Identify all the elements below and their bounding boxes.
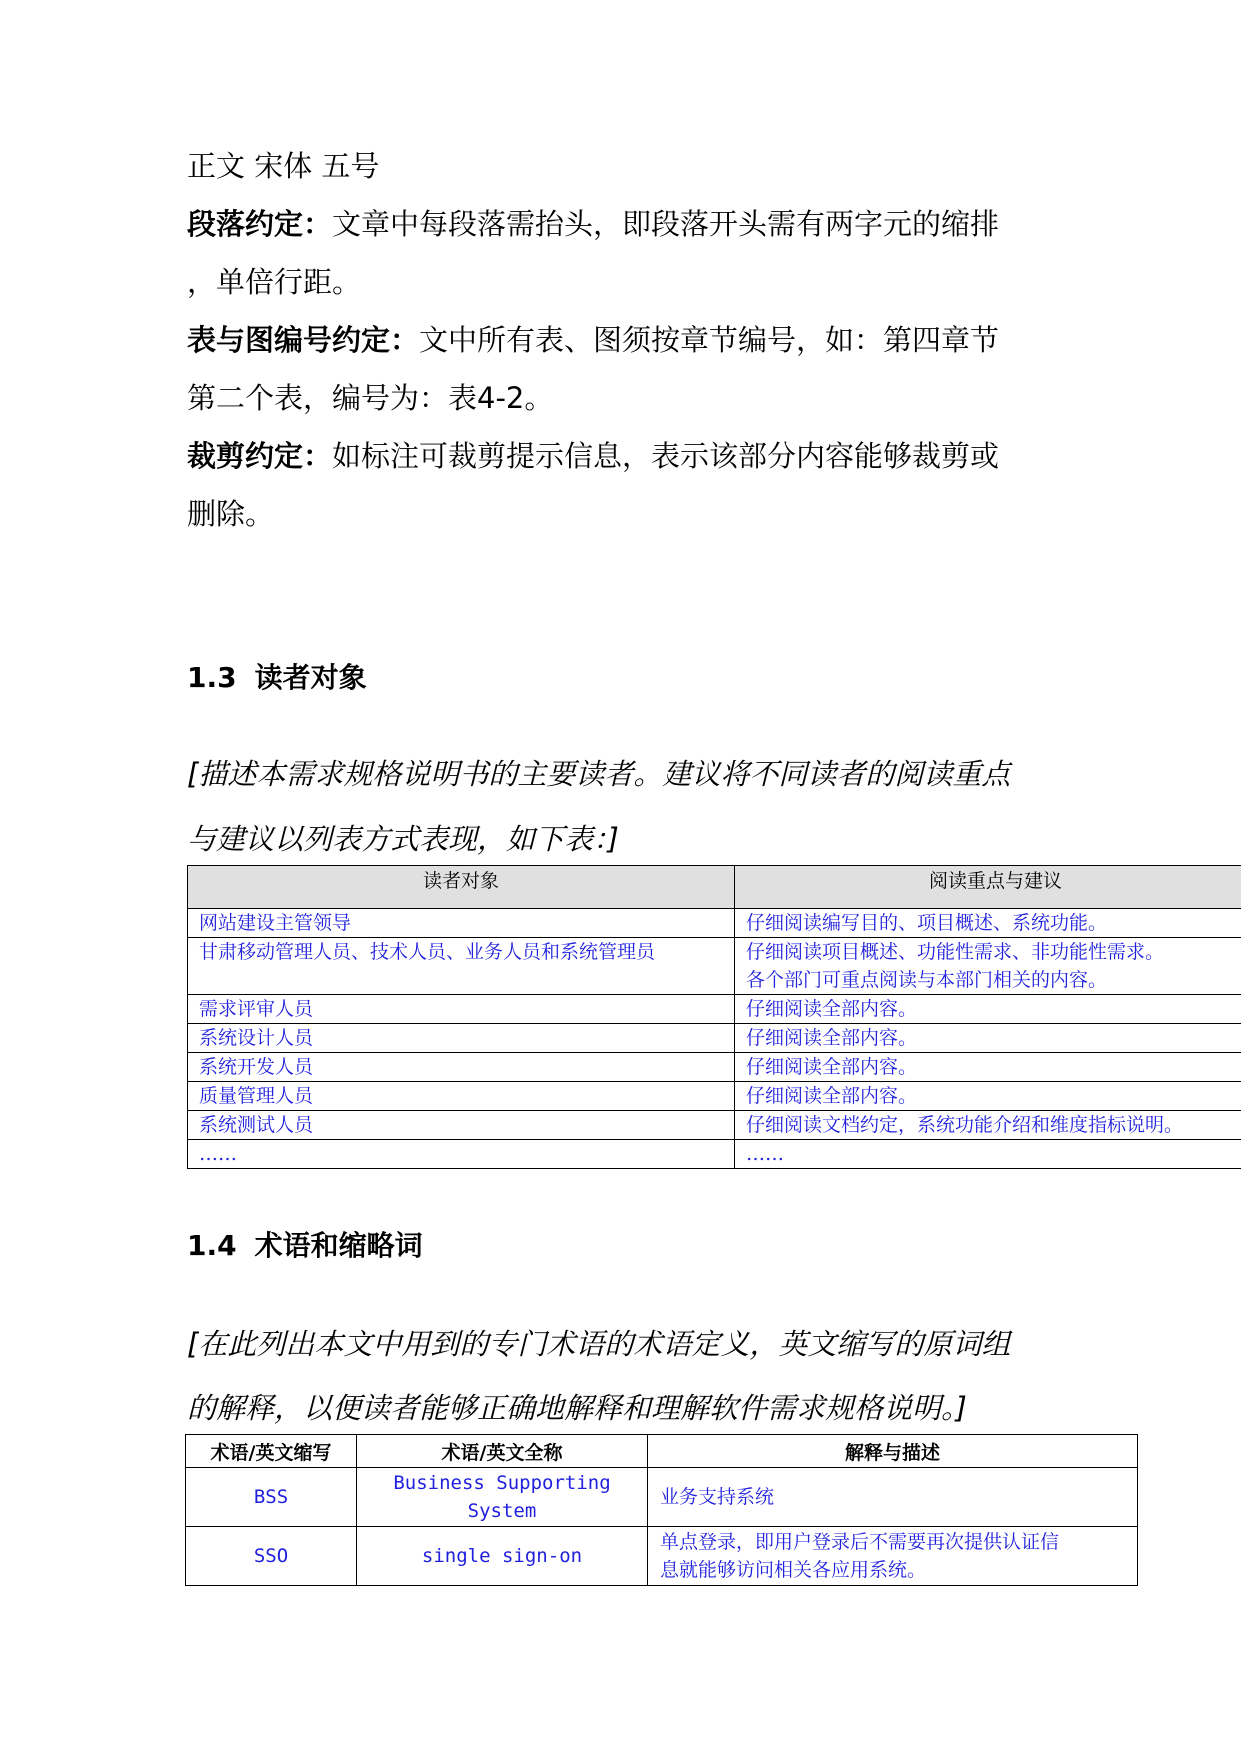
table-row [188, 938, 1241, 995]
table-row [188, 1024, 1241, 1053]
paragraph-convention-text: 文章中每段落需抬头，即段落开头需有两字元的缩排 [332, 207, 1000, 241]
description-cell: 业务支持系统 [648, 1468, 1138, 1527]
section-heading-1-4 [187, 1224, 423, 1264]
reader-cell: 系统设计人员 [188, 1024, 735, 1053]
terms-table [185, 1434, 1138, 1586]
column-header-abbr: 术语/英文缩写 [186, 1435, 357, 1468]
column-header-fullname: 术语/英文全称 [357, 1435, 648, 1468]
focus-cell: …… [735, 1140, 1241, 1169]
reader-cell: 质量管理人员 [188, 1082, 735, 1111]
numbering-convention-text: 文中所有表、图须按章节编号，如：第四章节 [419, 323, 1000, 357]
section-number: 1.3 [187, 661, 237, 694]
body-font-note: 正文 宋体 五号 [187, 149, 380, 183]
abbr-cell: BSS [186, 1468, 357, 1527]
crop-convention [187, 439, 1000, 473]
reader-cell: 系统开发人员 [188, 1053, 735, 1082]
table-row [188, 1082, 1241, 1111]
section-heading-1-3 [187, 656, 367, 696]
crop-convention-text: 如标注可裁剪提示信息，表示该部分内容能够裁剪或 [332, 439, 1000, 473]
section-note-line-1: [描述本需求规格说明书的主要读者。建议将不同读者的阅读重点 [187, 757, 1011, 791]
table-header-row [188, 866, 1241, 909]
table-row [186, 1468, 1138, 1527]
fullname-line: Business Supporting [393, 1472, 611, 1494]
focus-cell-line: 仔细阅读项目概述、功能性需求、非功能性需求。 [746, 941, 1165, 963]
description-line: 单点登录，即用户登录后不需要再次提供认证信 [660, 1531, 1060, 1553]
table-row [188, 1140, 1241, 1169]
reader-table [187, 865, 1241, 1169]
section-number: 1.4 [187, 1229, 237, 1262]
column-header-description: 解释与描述 [648, 1435, 1138, 1468]
table-row [188, 909, 1241, 938]
numbering-convention [187, 323, 1000, 357]
paragraph-convention-cont: ，单倍行距。 [187, 265, 362, 299]
table-row [188, 995, 1241, 1024]
fullname-line: System [467, 1500, 537, 1522]
focus-cell: 仔细阅读全部内容。 [735, 1024, 1241, 1053]
paragraph-convention-label: 段落约定： [187, 207, 333, 241]
focus-cell: 仔细阅读全部内容。 [735, 1053, 1241, 1082]
numbering-convention-cont: 第二个表，编号为：表4-2。 [187, 381, 554, 415]
reader-cell: 甘肃移动管理人员、技术人员、业务人员和系统管理员 [188, 938, 735, 995]
section-title: 术语和缩略词 [254, 1229, 423, 1262]
focus-cell: 仔细阅读文档约定，系统功能介绍和维度指标说明。 [735, 1111, 1241, 1140]
table-row [188, 1053, 1241, 1082]
reader-cell: 需求评审人员 [188, 995, 735, 1024]
column-header-reader: 读者对象 [188, 866, 735, 909]
numbering-convention-label: 表与图编号约定： [187, 323, 420, 357]
focus-cell: 仔细阅读全部内容。 [735, 995, 1241, 1024]
fullname-cell: single sign-on [357, 1527, 648, 1586]
reader-cell: 系统测试人员 [188, 1111, 735, 1140]
focus-cell: 仔细阅读全部内容。 [735, 1082, 1241, 1111]
section-title: 读者对象 [254, 661, 367, 694]
focus-cell: 仔细阅读编写目的、项目概述、系统功能。 [735, 909, 1241, 938]
crop-convention-label: 裁剪约定： [187, 439, 333, 473]
focus-cell-line: 各个部门可重点阅读与本部门相关的内容。 [746, 969, 1108, 991]
description-line: 息就能够访问相关各应用系统。 [660, 1559, 927, 1581]
section-note-line-2: 的解释，以便读者能够正确地解释和理解软件需求规格说明。] [187, 1391, 967, 1425]
paragraph-convention [187, 207, 1000, 241]
column-header-focus: 阅读重点与建议 [735, 866, 1241, 909]
reader-cell: 网站建设主管领导 [188, 909, 735, 938]
section-note-line-2: 与建议以列表方式表现，如下表：] [187, 822, 619, 856]
table-row [186, 1527, 1138, 1586]
fullname-cell [357, 1468, 648, 1527]
focus-cell [735, 938, 1241, 995]
crop-convention-cont: 删除。 [187, 497, 275, 531]
table-header-row [186, 1435, 1138, 1468]
reader-cell: …… [188, 1140, 735, 1169]
abbr-cell: SSO [186, 1527, 357, 1586]
section-note-line-1: [在此列出本文中用到的专门术语的术语定义，英文缩写的原词组 [187, 1327, 1011, 1361]
table-row [188, 1111, 1241, 1140]
description-cell [648, 1527, 1138, 1586]
